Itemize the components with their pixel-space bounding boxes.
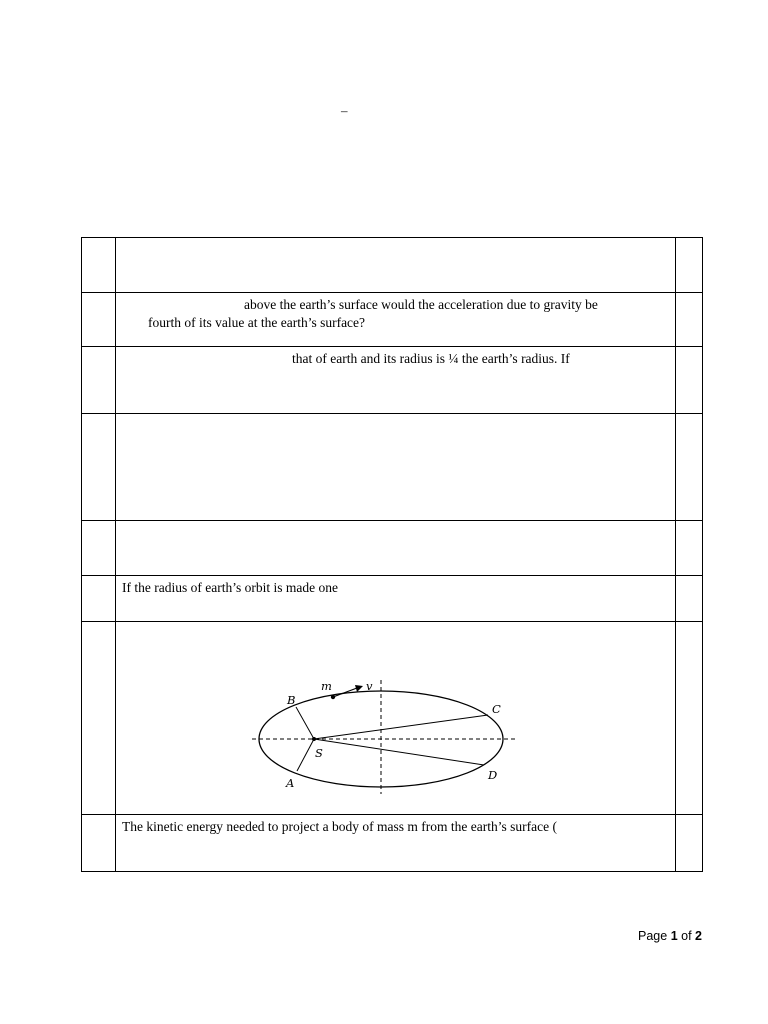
- marks-cell: [676, 293, 703, 347]
- question-text-cell: [116, 576, 676, 622]
- label-m: m: [321, 679, 332, 693]
- marks-cell: [676, 521, 703, 576]
- question-number-cell: [82, 293, 116, 347]
- radius-line-sd: [314, 739, 484, 765]
- question-row: [82, 622, 703, 815]
- question-number-cell: [82, 815, 116, 872]
- sun-point: [312, 737, 316, 741]
- marks-cell: [676, 414, 703, 521]
- question-row: [82, 576, 703, 622]
- question-number-cell: [82, 521, 116, 576]
- marks-cell: [676, 815, 703, 872]
- question-row: [82, 414, 703, 521]
- radius-line-sb: [296, 707, 314, 739]
- question-text-cell: [116, 521, 676, 576]
- question-text-cell: [116, 347, 676, 414]
- header-dash: –: [341, 103, 348, 118]
- question-text-line: fourth of its value at the earth’s surface?: [148, 315, 366, 330]
- question-row: [82, 293, 703, 347]
- question-text-cell: [116, 238, 676, 293]
- question-row: [82, 815, 703, 872]
- question-number-cell: [82, 414, 116, 521]
- label-a: A: [286, 776, 295, 790]
- page-footer: [638, 929, 702, 943]
- question-row: [82, 347, 703, 414]
- question-number-cell: [82, 238, 116, 293]
- label-s: S: [315, 746, 323, 760]
- current-page-number: 1: [670, 929, 678, 943]
- question-text-line: The kinetic energy needed to project a body of mass m from the earth’s surface (: [122, 819, 557, 834]
- orbit-diagram: [116, 622, 676, 815]
- label-b: B: [287, 693, 296, 707]
- question-text-line: that of earth and its radius is ¼ the earth’s radius. If: [292, 351, 570, 366]
- label-c: C: [492, 702, 501, 716]
- page-word: Page: [638, 929, 668, 943]
- marks-cell: [676, 238, 703, 293]
- question-number-cell: [82, 347, 116, 414]
- question-text-line: If the radius of earth’s orbit is made one: [122, 580, 338, 595]
- marks-cell: [676, 576, 703, 622]
- diagram-cell: [116, 622, 676, 815]
- question-text-cell: [116, 414, 676, 521]
- marks-cell: [676, 622, 703, 815]
- label-d: D: [488, 768, 498, 782]
- question-table: [81, 237, 703, 872]
- question-number-cell: [82, 576, 116, 622]
- question-text-cell: [116, 815, 676, 872]
- of-word: of: [681, 929, 692, 943]
- question-number-cell: [82, 622, 116, 815]
- radius-line-sa: [297, 739, 314, 771]
- question-text-cell: [116, 293, 676, 347]
- question-row: [82, 238, 703, 293]
- label-v: v: [366, 679, 373, 693]
- marks-cell: [676, 347, 703, 414]
- total-page-number: 2: [695, 929, 702, 943]
- question-row: [82, 521, 703, 576]
- radius-line-sc: [314, 715, 488, 739]
- question-text-line: above the earth’s surface would the acceleration due to gravity be: [244, 297, 598, 312]
